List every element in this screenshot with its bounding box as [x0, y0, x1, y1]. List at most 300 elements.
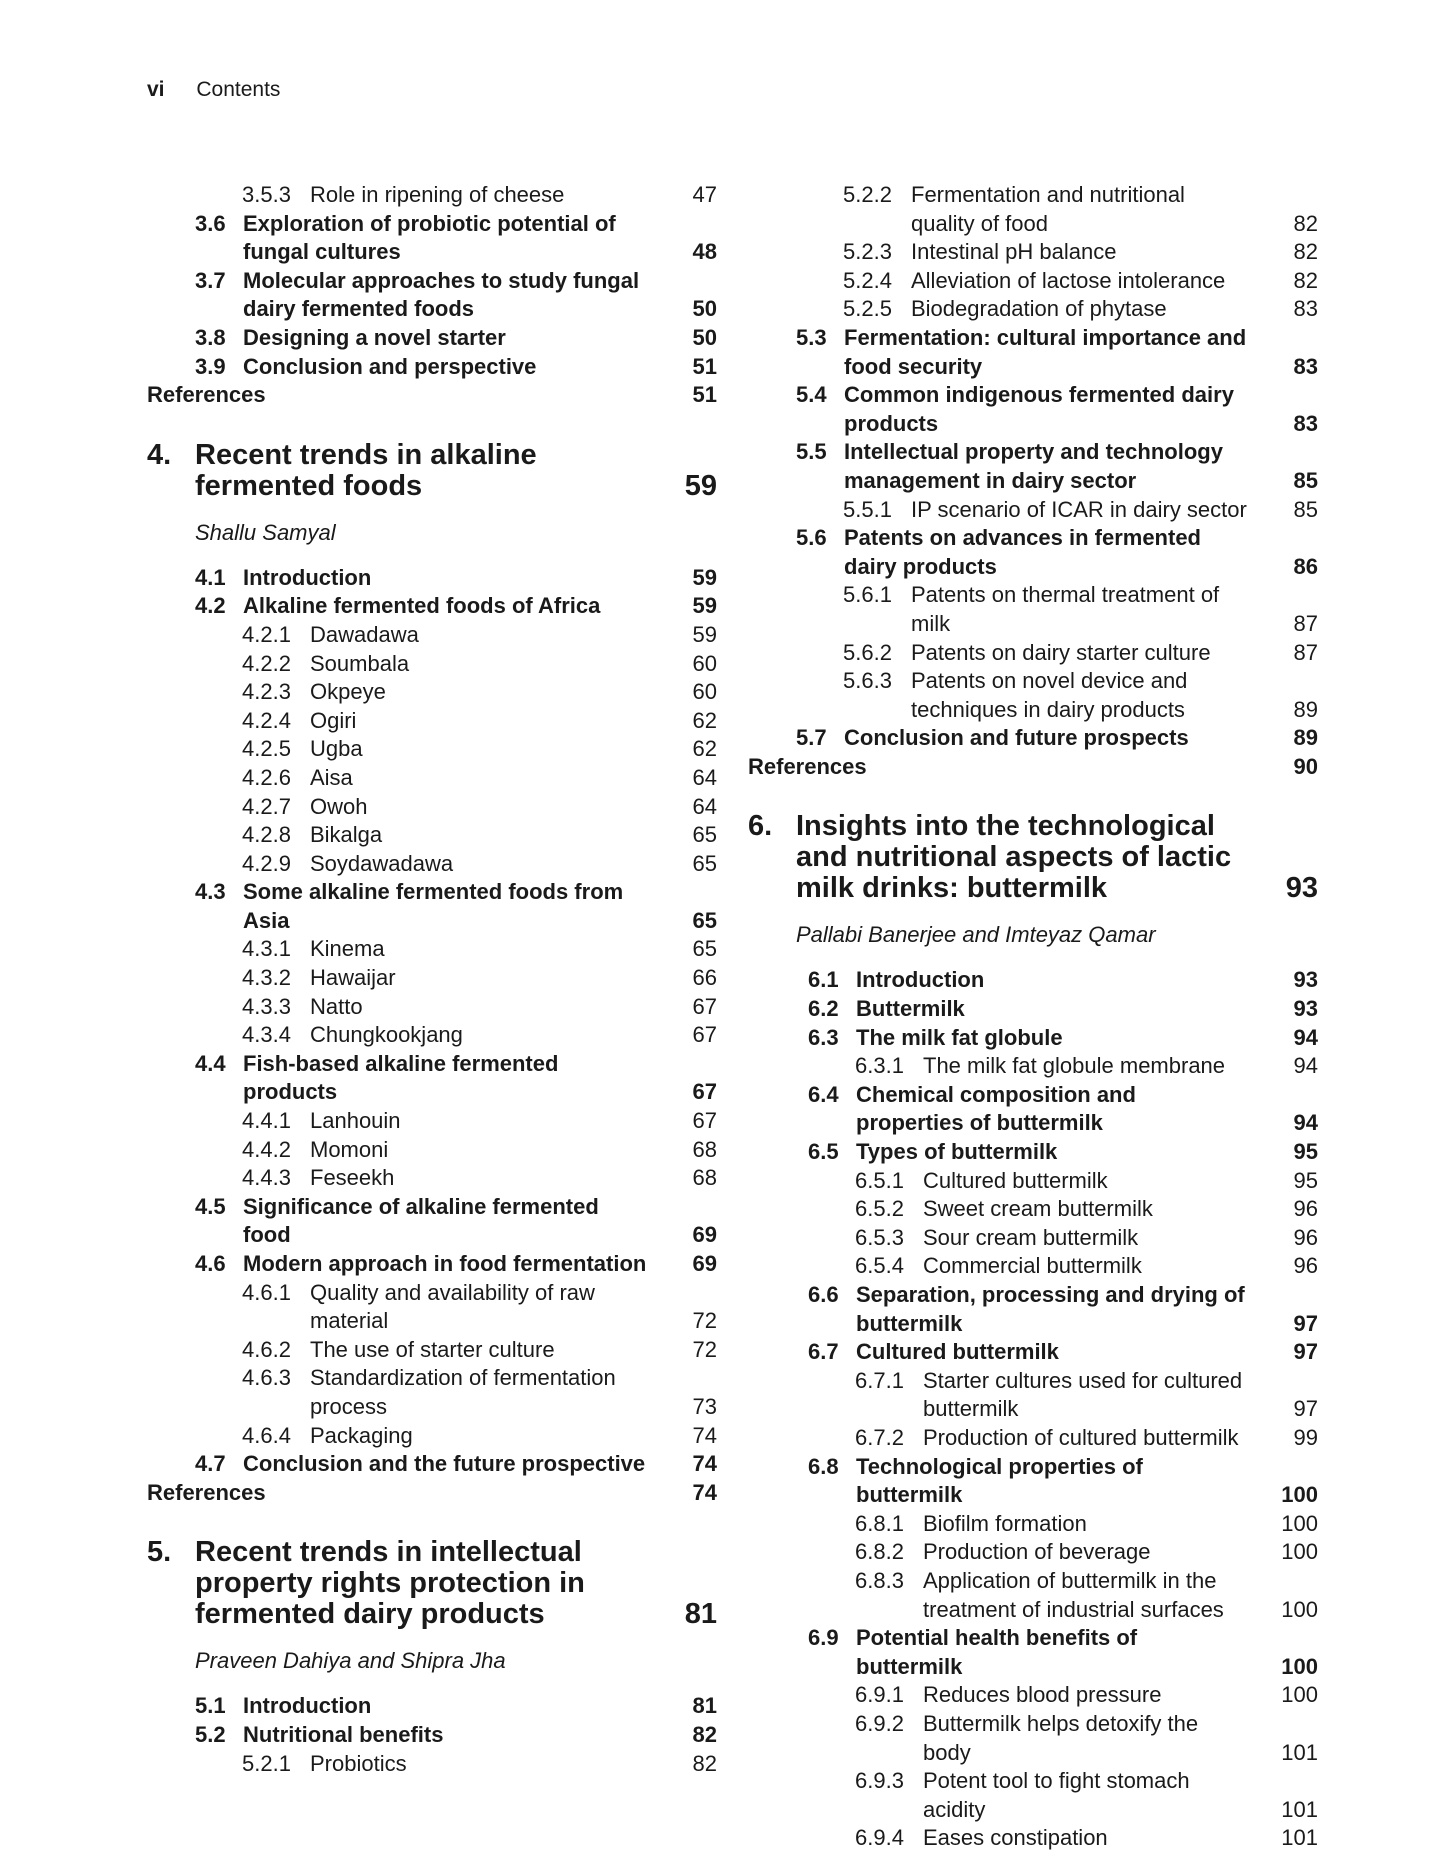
entry-number: 6.4 — [808, 1081, 839, 1107]
section-entry — [147, 210, 717, 267]
entry-page: 50 — [692, 296, 717, 322]
entry-title: Ugba — [310, 736, 363, 762]
entry-page: 51 — [692, 353, 717, 379]
chapter-authors: Pallabi Banerjee and Imteyaz Qamar — [796, 922, 1156, 948]
subsection-entry — [748, 667, 1318, 724]
chapter-title: Recent trends in intellectual property rights protection in fermented dairy products — [195, 1536, 585, 1631]
entry-number: 5.2.4 — [843, 267, 892, 293]
entry-number: 6.6 — [808, 1282, 839, 1307]
subsection-entry — [748, 1567, 1318, 1624]
entry-title: Role in ripening of cheese — [310, 182, 565, 207]
subsection-entry — [147, 764, 717, 793]
entry-page: 101 — [1281, 1796, 1318, 1822]
entry-page: 60 — [692, 650, 717, 676]
section-entry — [147, 1193, 717, 1250]
entry-page: 97 — [1293, 1310, 1318, 1336]
entry-number: 6.9 — [808, 1625, 839, 1651]
section-entry — [748, 438, 1318, 495]
entry-number: 4.2.7 — [242, 793, 291, 819]
entry-page: 67 — [692, 1022, 717, 1048]
entry-number: 5.7 — [796, 725, 827, 751]
entry-page: 60 — [692, 679, 717, 705]
entry-page: 74 — [692, 1479, 717, 1505]
section-entry — [147, 267, 717, 324]
entry-page: 48 — [692, 239, 717, 265]
entry-number: 5.2.3 — [843, 239, 892, 265]
section-entry — [748, 381, 1318, 438]
section-entry — [748, 995, 1318, 1024]
entry-title: The milk fat globule membrane — [923, 1053, 1226, 1079]
entry-number: 6.8.2 — [855, 1539, 904, 1565]
entry-title: Biodegradation of phytase — [911, 296, 1167, 322]
entry-page: 65 — [692, 936, 717, 962]
entry-title: Separation, processing and drying of buttermilk — [856, 1282, 1245, 1336]
entry-title: Intestinal pH balance — [911, 239, 1117, 265]
entry-number: 4.4 — [195, 1050, 226, 1076]
references-entry — [748, 753, 1318, 782]
subsection-entry — [748, 181, 1318, 238]
entry-page: 64 — [692, 764, 717, 790]
entry-title: Aisa — [310, 764, 353, 790]
subsection-entry — [748, 1767, 1318, 1824]
entry-title: Soumbala — [310, 650, 410, 676]
entry-page: 87 — [1293, 610, 1318, 636]
entry-title: Sweet cream buttermilk — [923, 1196, 1153, 1222]
entry-page: 72 — [692, 1336, 717, 1362]
entry-title: Fermentation and nutritional quality of food — [911, 182, 1185, 236]
entry-number: 5.5 — [796, 439, 827, 465]
toc-column-left — [147, 181, 717, 1778]
entry-page: 81 — [692, 1693, 717, 1719]
entry-title: Fish-based alkaline fermented products — [243, 1050, 559, 1105]
entry-number: 5.4 — [796, 382, 827, 408]
entry-title: Commercial buttermilk — [923, 1253, 1142, 1279]
entry-title: Momoni — [310, 1136, 389, 1162]
entry-page: 72 — [692, 1308, 717, 1334]
entry-number: 6.5 — [808, 1139, 839, 1165]
entry-page: 94 — [1293, 1024, 1318, 1050]
entry-page: 68 — [692, 1136, 717, 1162]
entry-page: 99 — [1293, 1424, 1318, 1450]
entry-page: 83 — [1293, 353, 1318, 379]
entry-number: 4.2.8 — [242, 822, 291, 848]
entry-title: Hawaijar — [310, 965, 396, 991]
entry-number: 6.8.3 — [855, 1567, 904, 1593]
entry-number: 4.3.3 — [242, 993, 291, 1019]
entry-number: 4.2.9 — [242, 850, 291, 876]
entry-number: 6.1 — [808, 967, 839, 993]
subsection-entry — [748, 267, 1318, 296]
subsection-entry — [147, 1107, 717, 1136]
subsection-entry — [147, 1136, 717, 1165]
subsection-entry — [748, 1252, 1318, 1281]
entry-number: 4.4.3 — [242, 1165, 291, 1191]
entry-title: Ogiri — [310, 707, 357, 733]
subsection-entry — [748, 1052, 1318, 1081]
entry-title: Lanhouin — [310, 1108, 401, 1134]
entry-title: Starter cultures used for cultured buttermilk — [923, 1367, 1243, 1422]
entry-number: 5.2.1 — [242, 1750, 291, 1776]
entry-title: Quality and availability of raw material — [310, 1279, 595, 1334]
section-entry — [147, 1721, 717, 1750]
entry-number: 5.6 — [796, 525, 827, 551]
section-entry — [748, 1453, 1318, 1510]
entry-number: 3.7 — [195, 267, 226, 293]
entry-number: 4.2.5 — [242, 736, 291, 762]
entry-title: Buttermilk helps detoxify the body — [923, 1710, 1199, 1765]
entry-title: References — [147, 1479, 266, 1505]
entry-number: 6.2 — [808, 996, 839, 1022]
entry-page: 94 — [1293, 1053, 1318, 1079]
section-entry — [147, 564, 717, 593]
entry-page: 64 — [692, 793, 717, 819]
subsection-entry — [748, 295, 1318, 324]
subsection-entry — [147, 1279, 717, 1336]
entry-title: Patents on dairy starter culture — [911, 639, 1211, 665]
entry-number: 5.2.5 — [843, 296, 892, 322]
entry-page: 69 — [692, 1222, 717, 1248]
entry-title: Probiotics — [310, 1750, 407, 1776]
chapter-title: Insights into the technological and nutritional aspects of lactic milk drinks: buttermilk — [796, 810, 1232, 905]
entry-number: 4.6.1 — [242, 1279, 291, 1305]
entry-number: 6.5.4 — [855, 1253, 904, 1279]
entry-page: 51 — [692, 382, 717, 408]
subsection-entry — [748, 1510, 1318, 1539]
section-entry — [748, 1281, 1318, 1338]
entry-number: 4.3.1 — [242, 936, 291, 962]
subsection-entry — [147, 964, 717, 993]
entry-title: Cultured buttermilk — [856, 1339, 1059, 1365]
entry-title: Cultured buttermilk — [923, 1167, 1108, 1193]
entry-number: 4.6.3 — [242, 1365, 291, 1391]
entry-page: 59 — [692, 593, 717, 619]
entry-title: Alkaline fermented foods of Africa — [243, 593, 601, 619]
chapter-number: 6. — [748, 810, 773, 843]
subsection-entry — [748, 1195, 1318, 1224]
subsection-entry — [147, 1364, 717, 1421]
entry-page: 82 — [692, 1721, 717, 1747]
entry-title: Packaging — [310, 1422, 413, 1448]
entry-number: 4.6.4 — [242, 1422, 291, 1448]
section-entry — [147, 592, 717, 621]
entry-title: Introduction — [243, 1693, 372, 1719]
entry-title: Dawadawa — [310, 621, 419, 647]
subsection-entry — [147, 1336, 717, 1365]
subsection-entry — [147, 821, 717, 850]
chapter-title: Recent trends in alkaline fermented foods — [195, 438, 537, 502]
entry-number: 4.3.2 — [242, 965, 291, 991]
subsection-entry — [147, 181, 717, 210]
entry-page: 65 — [692, 850, 717, 876]
entry-page: 101 — [1281, 1739, 1318, 1765]
entry-page: 50 — [692, 324, 717, 350]
entry-page: 65 — [692, 907, 717, 933]
entry-page: 59 — [692, 564, 717, 590]
entry-title: Bikalga — [310, 822, 383, 848]
entry-number: 6.3.1 — [855, 1053, 904, 1079]
entry-number: 5.2 — [195, 1721, 226, 1747]
entry-number: 4.2.2 — [242, 650, 291, 676]
subsection-entry — [748, 496, 1318, 525]
entry-title: Production of cultured buttermilk — [923, 1424, 1239, 1450]
entry-title: Conclusion and future prospects — [844, 725, 1189, 751]
entry-number: 4.4.1 — [242, 1108, 291, 1134]
entry-number: 5.5.1 — [843, 496, 892, 522]
entry-title: Sour cream buttermilk — [923, 1224, 1139, 1250]
section-entry — [147, 878, 717, 935]
entry-title: Buttermilk — [856, 996, 965, 1022]
entry-page: 89 — [1293, 725, 1318, 751]
entry-number: 6.7.1 — [855, 1367, 904, 1393]
subsection-entry — [748, 581, 1318, 638]
entry-page: 82 — [1293, 210, 1318, 236]
entry-title: Production of beverage — [923, 1539, 1151, 1565]
entry-title: Introduction — [243, 564, 372, 590]
subsection-entry — [748, 1224, 1318, 1253]
entry-number: 4.2.3 — [242, 679, 291, 705]
entry-title: Reduces blood pressure — [923, 1682, 1162, 1708]
entry-number: 6.9.1 — [855, 1682, 904, 1708]
subsection-entry — [748, 1167, 1318, 1196]
entry-number: 6.5.3 — [855, 1224, 904, 1250]
entry-page: 59 — [692, 621, 717, 647]
subsection-entry — [147, 793, 717, 822]
section-entry — [748, 724, 1318, 753]
entry-page: 74 — [692, 1451, 717, 1477]
references-entry — [147, 1479, 717, 1508]
running-title: Contents — [196, 78, 281, 101]
subsection-entry — [147, 621, 717, 650]
section-entry — [748, 324, 1318, 381]
section-entry — [147, 1250, 717, 1279]
subsection-entry — [147, 1164, 717, 1193]
entry-page: 82 — [1293, 267, 1318, 293]
section-entry — [748, 966, 1318, 995]
subsection-entry — [748, 238, 1318, 267]
entry-page: 89 — [1293, 696, 1318, 722]
section-entry — [748, 1624, 1318, 1681]
entry-title: Designing a novel starter — [243, 324, 506, 350]
entry-page: 97 — [1293, 1396, 1318, 1422]
entry-title: Introduction — [856, 967, 985, 993]
entry-page: 83 — [1293, 410, 1318, 436]
references-entry — [147, 381, 717, 410]
entry-title: Conclusion and the future prospective — [243, 1451, 646, 1477]
entry-title: Application of buttermilk in the treatment of industrial surfaces — [923, 1567, 1224, 1622]
subsection-entry — [147, 735, 717, 764]
entry-number: 6.3 — [808, 1024, 839, 1050]
entry-page: 83 — [1293, 296, 1318, 322]
entry-page: 93 — [1293, 967, 1318, 993]
section-entry — [748, 1138, 1318, 1167]
entry-page: 95 — [1293, 1139, 1318, 1165]
entry-number: 5.6.1 — [843, 582, 892, 608]
entry-page: 87 — [1293, 639, 1318, 665]
entry-title: Feseekh — [310, 1165, 395, 1191]
section-entry — [147, 1692, 717, 1721]
entry-title: Molecular approaches to study fungal dairy fermented foods — [243, 267, 640, 322]
subsection-entry — [748, 639, 1318, 668]
entry-number: 6.5.1 — [855, 1167, 904, 1193]
entry-title: Eases constipation — [923, 1825, 1108, 1851]
entry-title: Alleviation of lactose intolerance — [911, 267, 1226, 293]
entry-page: 73 — [692, 1393, 717, 1419]
subsection-entry — [147, 1750, 717, 1779]
entry-page: 47 — [692, 182, 717, 207]
subsection-entry — [748, 1367, 1318, 1424]
entry-number: 5.6.3 — [843, 668, 892, 694]
entry-title: Kinema — [310, 936, 385, 962]
entry-page: 95 — [1293, 1167, 1318, 1193]
chapter-page: 59 — [684, 469, 717, 502]
entry-number: 5.1 — [195, 1693, 226, 1719]
subsection-entry — [147, 650, 717, 679]
entry-page: 101 — [1281, 1825, 1318, 1851]
entry-page: 67 — [692, 993, 717, 1019]
entry-page: 62 — [692, 736, 717, 762]
entry-title: Chungkookjang — [310, 1022, 463, 1048]
entry-number: 3.5.3 — [242, 182, 291, 207]
page-folio: vi — [147, 78, 165, 101]
subsection-entry — [748, 1710, 1318, 1767]
entry-page: 96 — [1293, 1253, 1318, 1279]
entry-number: 3.6 — [195, 210, 226, 236]
toc-column-right — [748, 181, 1318, 1853]
entry-number: 4.7 — [195, 1451, 226, 1477]
entry-page: 74 — [692, 1422, 717, 1448]
entry-number: 6.7.2 — [855, 1424, 904, 1450]
entry-title: Technological properties of buttermilk — [856, 1453, 1143, 1508]
entry-page: 82 — [692, 1750, 717, 1776]
section-entry — [748, 1081, 1318, 1138]
entry-page: 66 — [692, 965, 717, 991]
subsection-entry — [147, 707, 717, 736]
entry-page: 100 — [1281, 1653, 1318, 1679]
entry-number: 4.2.1 — [242, 621, 291, 647]
entry-title: Significance of alkaline fermented food — [243, 1193, 599, 1248]
entry-number: 6.9.3 — [855, 1768, 904, 1794]
entry-number: 6.8.1 — [855, 1510, 904, 1536]
entry-title: Standardization of fermentation process — [310, 1365, 616, 1419]
chapter-page: 93 — [1285, 872, 1318, 905]
subsection-entry — [147, 1021, 717, 1050]
section-entry — [748, 1338, 1318, 1367]
entry-page: 96 — [1293, 1224, 1318, 1250]
entry-title: Exploration of probiotic potential of fungal cultures — [243, 210, 616, 265]
subsection-entry — [147, 1422, 717, 1451]
entry-title: Owoh — [310, 793, 368, 819]
entry-number: 4.2.4 — [242, 707, 291, 733]
section-entry — [147, 1050, 717, 1107]
entry-page: 90 — [1293, 753, 1318, 779]
entry-number: 4.3 — [195, 879, 226, 905]
entry-title: Common indigenous fermented dairy products — [844, 382, 1234, 436]
entry-number: 4.3.4 — [242, 1022, 291, 1048]
entry-number: 3.8 — [195, 324, 226, 350]
entry-title: Patents on thermal treatment of milk — [911, 582, 1220, 636]
entry-title: Natto — [310, 993, 363, 1019]
chapter-page: 81 — [684, 1598, 717, 1631]
entry-title: Intellectual property and technology management in dairy sector — [844, 439, 1223, 493]
entry-number: 5.3 — [796, 324, 827, 350]
entry-title: Patents on advances in fermented dairy products — [844, 525, 1201, 579]
section-entry — [748, 524, 1318, 581]
subsection-entry — [748, 1424, 1318, 1453]
entry-page: 85 — [1293, 467, 1318, 493]
entry-page: 100 — [1281, 1596, 1318, 1622]
entry-title: Modern approach in food fermentation — [243, 1251, 647, 1276]
entry-number: 4.2 — [195, 593, 226, 619]
entry-number: 5.6.2 — [843, 639, 892, 665]
entry-page: 97 — [1293, 1339, 1318, 1365]
entry-page: 100 — [1281, 1482, 1318, 1508]
entry-title: Potent tool to fight stomach acidity — [923, 1768, 1190, 1822]
chapter-heading — [147, 440, 717, 502]
chapter-heading — [748, 811, 1318, 904]
entry-title: Patents on novel device and techniques in dairy products — [911, 668, 1188, 722]
chapter-authors: Shallu Samyal — [195, 519, 336, 545]
entry-number: 4.5 — [195, 1193, 226, 1219]
entry-page: 67 — [692, 1108, 717, 1134]
subsection-entry — [147, 678, 717, 707]
section-entry — [147, 324, 717, 353]
entry-title: Soydawadawa — [310, 850, 454, 876]
entry-title: References — [748, 753, 867, 779]
section-entry — [748, 1024, 1318, 1053]
entry-number: 3.9 — [195, 353, 226, 379]
chapter-authors: Praveen Dahiya and Shipra Jha — [195, 1648, 506, 1674]
entry-title: Fermentation: cultural importance and food security — [844, 324, 1247, 379]
entry-page: 94 — [1293, 1110, 1318, 1136]
entry-page: 100 — [1281, 1682, 1318, 1708]
entry-page: 82 — [1293, 239, 1318, 265]
entry-page: 68 — [692, 1165, 717, 1191]
entry-title: Chemical composition and properties of buttermilk — [856, 1081, 1136, 1136]
entry-page: 85 — [1293, 496, 1318, 522]
running-header — [147, 78, 280, 102]
entry-number: 6.9.4 — [855, 1825, 904, 1851]
entry-page: 86 — [1293, 553, 1318, 579]
entry-number: 5.2.2 — [843, 182, 892, 207]
entry-page: 67 — [692, 1079, 717, 1105]
entry-number: 6.8 — [808, 1453, 839, 1479]
subsection-entry — [147, 935, 717, 964]
chapter-number: 4. — [147, 438, 172, 471]
entry-number: 6.9.2 — [855, 1710, 904, 1736]
section-entry — [147, 353, 717, 382]
entry-number: 4.2.6 — [242, 764, 291, 790]
entry-title: Biofilm formation — [923, 1510, 1087, 1536]
entry-title: Okpeye — [310, 679, 386, 705]
entry-title: References — [147, 382, 266, 408]
entry-page: 93 — [1293, 996, 1318, 1022]
entry-title: Potential health benefits of buttermilk — [856, 1625, 1138, 1679]
entry-page: 100 — [1281, 1510, 1318, 1536]
entry-title: The milk fat globule — [856, 1024, 1063, 1050]
subsection-entry — [147, 850, 717, 879]
entry-page: 65 — [692, 822, 717, 848]
subsection-entry — [147, 993, 717, 1022]
entry-page: 62 — [692, 707, 717, 733]
chapter-number: 5. — [147, 1536, 172, 1569]
entry-title: IP scenario of ICAR in dairy sector — [911, 496, 1247, 522]
entry-title: Nutritional benefits — [243, 1721, 444, 1747]
entry-page: 69 — [692, 1251, 717, 1276]
entry-title: Types of buttermilk — [856, 1139, 1058, 1165]
entry-title: Conclusion and perspective — [243, 353, 537, 379]
entry-number: 4.6 — [195, 1251, 226, 1276]
entry-number: 6.5.2 — [855, 1196, 904, 1222]
